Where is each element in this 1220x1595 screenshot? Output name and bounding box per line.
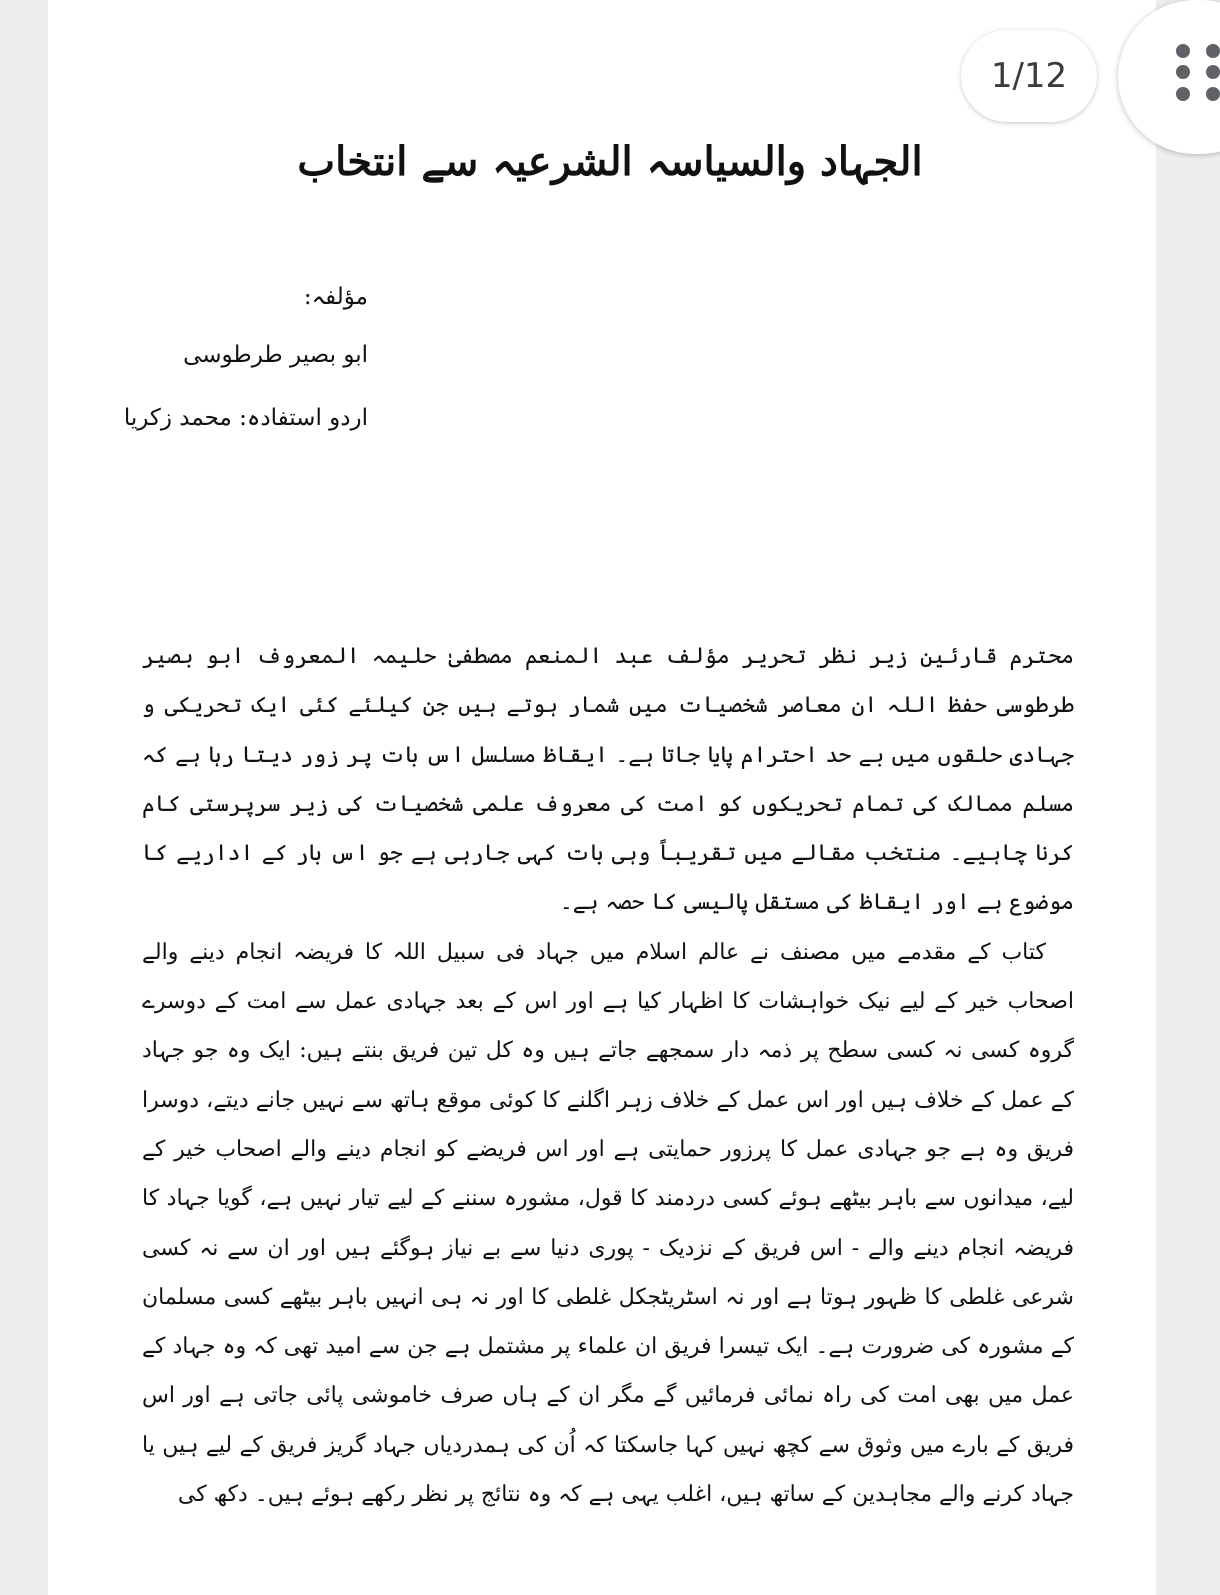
author-name: ابو بصیر طرطوسی (183, 342, 368, 368)
paragraph-preface: کتاب کے مقدمے میں مصنف نے عالم اسلام میں جہاد فی سبیل اللہ کا فریضہ انجام دینے والے اصحاب خیر کے لیے نیک خواہشات کا اظہار کیا ہے اور اس کے بعد جہادی عمل سے امت کے دوسرے گروہ کسی نہ کسی سطح پر ذمہ دار سمجھے جاتے ہیں وہ کل تین فریق بنتے ہیں: ایک وہ جو جہاد کے عمل کے خلاف ہیں اور اس عمل کے خلاف زہر اگلنے کا کوئی موقع ہاتھ سے نہیں جانے دیتے، دوسرا فریق وہ ہے جو جہادی عمل کا پرزور حمایتی ہے اور اس فریضے کو انجام دینے والے اصحاب خیر کے لیے، میدانوں سے باہر بیٹھے ہوئے کسی دردمند کا قول، مشورہ سننے کے لیے تیار نہیں ہے، گویا جہاد کا فریضہ انجام دینے والے - اس فریق کے نزدیک - پوری دنیا سے بے نیاز ہوگئے ہیں اور ان سے نہ کسی شرعی غلطی کا ظہور ہوتا ہے اور نہ اسٹریٹجکل غلطی کا اور نہ ہی انہیں باہر بیٹھے کسی مسلمان کے مشورہ کی ضرورت ہے۔ ایک تیسرا فریق ان علماء پر مشتمل ہے جن سے امید تھی کہ وہ جہاد کے عمل میں بھی امت کی راہ نمائی فرمائیں گے مگر ان کے ہاں صرف خاموشی پائی جاتی ہے اور اس فریق کے بارے میں وثوق سے کچھ نہیں کہا جاسکتا کہ اُن کی ہمدردیاں جہاد گریز فریق کے لیے ہیں یا جہاد کرنے والے مجاہدین کے ساتھ ہیں، اغلب یہی ہے کہ وہ نتائج پر نظر رکھے ہوئے ہیں۔ دکھ کی (142, 939, 1074, 1508)
translator-line: اردو استفادہ: محمد زکریا (123, 405, 368, 431)
grid-dots-icon (1176, 44, 1220, 102)
paragraph-intro: محترم قارئین زیر نظر تحریر مؤلف عبد المنعم مصطفیٰ حلیمہ المعروف ابو بصیر طرطوسی حفظ اللہ ان معاصر شخصیات میں شمار ہوتے ہیں جن کیلئے کئی ایک تحریکی و جہادی حلقوں میں بے حد احترام پایا جاتا ہے۔ ایقاظ مسلسل اس بات پر زور دیتا رہا ہے کہ مسلم ممالک کی تمام تحریکوں کو امت کی معروف علمی شخصیات کی زیر سرپرستی کام کرنا چاہیے۔ منتخب مقالے میں تقریباً وہی بات کہی جارہی ہے جو اس بار کے اداریے کا موضوع ہے اور ایقاظ کی مستقل پالیسی کا حصہ ہے۔ (142, 644, 1074, 916)
document-title: الجہاد والسیاسہ الشرعیہ سے انتخاب (297, 138, 923, 185)
page-counter: 1/12 (961, 30, 1097, 122)
author-label: مؤلفہ: (303, 284, 368, 310)
body-text (142, 632, 1074, 1519)
